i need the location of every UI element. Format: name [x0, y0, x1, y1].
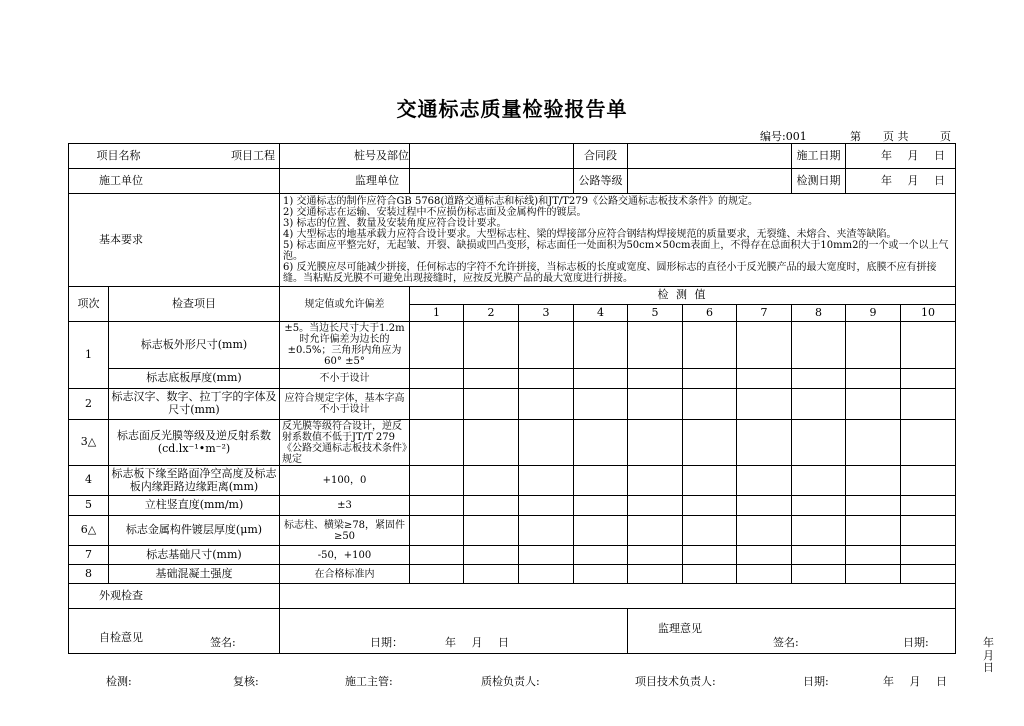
appearance-row [69, 584, 956, 609]
row-std: +100，0 [280, 466, 410, 496]
row-seq: 7 [69, 546, 109, 565]
col-header: 5 [628, 305, 683, 322]
measure-cell[interactable] [901, 516, 956, 546]
measure-cell[interactable] [683, 466, 737, 496]
requirement-line: 4) 大型标志的地基承载力应符合设计要求。大型标志柱、梁的焊接部分应符合钢结构焊接规范的质量要求，无裂缝、未熔合、夹渣等缺陷。 [283, 229, 897, 240]
self-check-label: 自检意见 [69, 609, 280, 654]
row-seq: 2 [69, 389, 109, 420]
measure-cell[interactable] [410, 322, 464, 369]
project-name-label: 项目名称 [96, 148, 141, 162]
table-row [69, 322, 956, 369]
row-seq: 4 [69, 466, 109, 496]
doc-number-label: 编号:001 [760, 130, 807, 143]
col-header: 4 [574, 305, 628, 322]
measure-cell[interactable] [737, 322, 792, 369]
col-header: 1 [410, 305, 464, 322]
measure-cell[interactable] [574, 369, 628, 389]
measure-cell[interactable] [464, 565, 519, 584]
requirement-line: 3) 标志的位置、数量及安装角度应符合设计要求。 [283, 218, 507, 229]
unit-label: 施工单位 [69, 169, 280, 194]
header-row-1 [69, 144, 956, 169]
measure-cell[interactable] [737, 389, 792, 420]
measure-cell[interactable] [901, 420, 956, 466]
measure-cell[interactable] [519, 516, 574, 546]
measure-cell[interactable] [628, 565, 683, 584]
measure-cell[interactable] [410, 389, 464, 420]
supervision-date-label: 日期: [903, 636, 929, 649]
measure-cell[interactable] [628, 516, 683, 546]
row-std: -50，+100 [280, 546, 410, 565]
signature-row [69, 609, 956, 654]
measure-cell[interactable] [792, 389, 846, 420]
row-item: 标志板下缘至路面净空高度及标志板内缘距路边缘距离(mm) [109, 466, 280, 496]
measure-cell[interactable] [519, 420, 574, 466]
measure-cell[interactable] [901, 389, 956, 420]
measure-cell[interactable] [628, 369, 683, 389]
row-std: 应符合规定字体，基本字高不小于设计 [280, 389, 410, 420]
measure-cell[interactable] [683, 389, 737, 420]
requirement-line: 2) 交通标志在运输、安装过程中不应损伤标志面及金属构件的镀层。 [283, 207, 587, 218]
footer-tech: 项目技术负责人: [635, 675, 716, 688]
self-sign-label: 签名: [210, 636, 236, 649]
measure-cell[interactable] [737, 516, 792, 546]
measure-cell[interactable] [683, 546, 737, 565]
measure-cell[interactable] [846, 565, 901, 584]
measure-cell[interactable] [628, 322, 683, 369]
row-std: ±5。当边长尺寸大于1.2m时允许偏差为边长的±0.5%；三角形内角应为60° ±5° [280, 322, 410, 369]
measure-cell[interactable] [464, 420, 519, 466]
row-item: 标志板外形尺寸(mm) [109, 322, 280, 369]
inspect-date-label: 检测日期 [792, 169, 846, 194]
table-row [69, 496, 956, 516]
measure-cell[interactable] [683, 565, 737, 584]
measure-cell[interactable] [574, 516, 628, 546]
measure-cell[interactable] [519, 565, 574, 584]
measure-cell[interactable] [846, 369, 901, 389]
measure-cell[interactable] [464, 389, 519, 420]
table-row [69, 546, 956, 565]
self-date-ymd: 年 月 日 [445, 636, 509, 649]
measure-cell[interactable] [410, 496, 464, 516]
col-header: 9 [846, 305, 901, 322]
contract-label: 合同段 [574, 144, 628, 169]
appearance-label: 外观检查 [69, 584, 280, 609]
measure-cell[interactable] [574, 496, 628, 516]
measure-cell[interactable] [628, 389, 683, 420]
seq-header: 项次 [69, 287, 109, 322]
measure-cell[interactable] [792, 369, 846, 389]
measure-cell[interactable] [519, 389, 574, 420]
measure-cell[interactable] [519, 466, 574, 496]
col-header: 2 [464, 305, 519, 322]
measure-cell[interactable] [901, 496, 956, 516]
measure-cell[interactable] [574, 466, 628, 496]
measure-cell[interactable] [683, 369, 737, 389]
measure-cell[interactable] [628, 546, 683, 565]
footer-quality: 质检负责人: [481, 675, 540, 688]
measure-cell[interactable] [519, 369, 574, 389]
page-label-start: 第 [850, 130, 861, 143]
row-seq: 8 [69, 565, 109, 584]
report-title: 交通标志质量检验报告单 [396, 97, 628, 121]
row-item: 基础混凝土强度 [109, 565, 280, 584]
contract-value-cell[interactable] [628, 144, 792, 169]
appearance-value-cell[interactable] [280, 584, 956, 609]
measure-cell[interactable] [846, 516, 901, 546]
measure-cell[interactable] [628, 420, 683, 466]
measure-cell[interactable] [792, 496, 846, 516]
row-std: 标志柱、横梁≥78，紧固件≥50 [280, 516, 410, 546]
measure-cell[interactable] [792, 466, 846, 496]
measure-cell[interactable] [410, 565, 464, 584]
table-row [69, 466, 956, 496]
measure-cell[interactable] [901, 369, 956, 389]
measure-cell[interactable] [792, 322, 846, 369]
measure-cell[interactable] [683, 322, 737, 369]
measure-cell[interactable] [519, 322, 574, 369]
col-header: 7 [737, 305, 792, 322]
measure-cell[interactable] [464, 322, 519, 369]
measure-cell[interactable] [846, 322, 901, 369]
row-item: 标志面反光膜等级及逆反射系数(cd.lx⁻¹•m⁻²) [109, 420, 280, 466]
measure-cell[interactable] [464, 516, 519, 546]
measure-cell[interactable] [410, 546, 464, 565]
table-row [69, 420, 956, 466]
col-header: 6 [683, 305, 737, 322]
footer-ymd: 年 月 日 [883, 675, 947, 688]
supervisor-value-cell[interactable] [410, 169, 574, 194]
supervision-sign-label: 签名: [773, 636, 799, 649]
pile-value-cell[interactable] [410, 144, 574, 169]
measure-cell[interactable] [846, 496, 901, 516]
page-label-end: 页 [940, 130, 951, 143]
row-seq: 5 [69, 496, 109, 516]
measure-cell[interactable] [901, 565, 956, 584]
column-header-row-1 [69, 287, 956, 305]
col-header: 10 [901, 305, 956, 322]
measure-cell[interactable] [792, 420, 846, 466]
row-seq: 3△ [69, 420, 109, 466]
footer-inspect: 检测: [106, 675, 132, 688]
measure-cell[interactable] [574, 546, 628, 565]
measure-cell[interactable] [846, 420, 901, 466]
col-header: 3 [519, 305, 574, 322]
row-item: 标志汉字、数字、拉丁字的字体及尺寸(mm) [109, 389, 280, 420]
requirements-text [280, 194, 956, 287]
measure-cell[interactable] [519, 496, 574, 516]
footer-chief: 施工主管: [345, 675, 393, 688]
requirement-line: 6) 反光膜应尽可能减少拼接，任何标志的字符不允许拼接，当标志板的长度或宽度、圆形标志的直径小于反光膜产品的最大宽度时，底膜不应有拼接缝。当粘贴反光膜不可避免出现接缝时，应按反光膜产品的最大宽度进行拼接。 [283, 262, 937, 284]
row-item: 标志基础尺寸(mm) [109, 546, 280, 565]
measure-cell[interactable] [574, 565, 628, 584]
measure-cell[interactable] [410, 516, 464, 546]
footer-review: 复核: [233, 675, 259, 688]
table-row [69, 516, 956, 546]
supervision-date-ymd: 年 月 日 [983, 636, 995, 675]
table-row [69, 369, 956, 389]
measure-cell[interactable] [683, 496, 737, 516]
measure-cell[interactable] [737, 420, 792, 466]
row-std: ±3 [280, 496, 410, 516]
road-grade-value-cell[interactable] [628, 169, 792, 194]
measure-cell[interactable] [901, 546, 956, 565]
measure-cell[interactable] [737, 496, 792, 516]
measure-cell[interactable] [464, 466, 519, 496]
row-seq: 6△ [69, 516, 109, 546]
measure-cell[interactable] [737, 565, 792, 584]
road-grade-label: 公路等级 [574, 169, 628, 194]
supervision-cell[interactable] [628, 609, 995, 675]
table-row [69, 565, 956, 584]
measure-cell[interactable] [519, 546, 574, 565]
measure-cell[interactable] [846, 466, 901, 496]
measure-cell[interactable] [574, 322, 628, 369]
measure-cell[interactable] [846, 389, 901, 420]
row-std: 不小于设计 [280, 369, 410, 389]
measure-cell[interactable] [792, 565, 846, 584]
measure-cell[interactable] [574, 389, 628, 420]
measure-cell[interactable] [464, 496, 519, 516]
inspection-form-table [68, 143, 995, 675]
requirement-line: 1) 交通标志的制作应符合GB 5768(道路交通标志和标线)和JT/T279《公路交通标志板技术条件》的规定。 [283, 196, 759, 207]
measure-cell[interactable] [846, 546, 901, 565]
measure-cell[interactable] [410, 466, 464, 496]
measure-cell[interactable] [628, 496, 683, 516]
item-header: 检查项目 [109, 287, 280, 322]
self-date-label: 日期： [370, 636, 403, 649]
measure-cell[interactable] [410, 420, 464, 466]
construction-date-value[interactable]: 年 月 日 [846, 144, 956, 169]
doc-number-value: 001 [785, 130, 807, 143]
measure-cell[interactable] [737, 369, 792, 389]
requirements-row [69, 194, 956, 287]
col-header: 8 [792, 305, 846, 322]
header-row-2 [69, 169, 956, 194]
measure-cell[interactable] [792, 546, 846, 565]
measure-cell[interactable] [737, 466, 792, 496]
measure-cell[interactable] [737, 546, 792, 565]
row-seq: 1 [69, 322, 109, 389]
measure-cell[interactable] [901, 322, 956, 369]
row-item: 标志底板厚度(mm) [109, 369, 280, 389]
measure-cell[interactable] [683, 516, 737, 546]
measure-cell[interactable] [574, 420, 628, 466]
construction-date-label: 施工日期 [792, 144, 846, 169]
measure-cell[interactable] [410, 369, 464, 389]
project-name-value: 项目工程 [231, 148, 275, 162]
std-header: 规定值或允许偏差 [280, 287, 410, 322]
measure-cell[interactable] [901, 466, 956, 496]
row-std: 在合格标准内 [280, 565, 410, 584]
inspect-date-value[interactable]: 年 月 日 [846, 169, 956, 194]
measure-cell[interactable] [464, 546, 519, 565]
requirements-label: 基本要求 [69, 194, 280, 287]
measured-header: 检 测 值 [410, 287, 956, 305]
table-row [69, 389, 956, 420]
page-label-mid: 页 共 [883, 130, 909, 143]
row-std: 反光膜等级符合设计，逆反射系数值不低于JT/T 279《公路交通标志板技术条件》规定 [280, 420, 410, 466]
self-check-cell[interactable] [210, 609, 628, 654]
requirement-line: 5) 标志面应平整完好，无起皱、开裂、缺损或凹凸变形，标志面任一处面积为50cm×50cm表面上，不得存在总面积大于10mm2的一个或一个以上气泡。 [283, 240, 949, 262]
pile-label: 桩号及部位 [354, 148, 409, 162]
measure-cell[interactable] [628, 466, 683, 496]
supervisor-label: 监理单位 [280, 169, 410, 194]
footer-date: 日期: [803, 675, 829, 688]
measure-cell[interactable] [792, 516, 846, 546]
row-item: 标志金属构件镀层厚度(μm) [109, 516, 280, 546]
row-item: 立柱竖直度(mm/m) [109, 496, 280, 516]
supervision-label: 监理意见 [658, 622, 703, 635]
measure-cell[interactable] [683, 420, 737, 466]
measure-cell[interactable] [464, 369, 519, 389]
